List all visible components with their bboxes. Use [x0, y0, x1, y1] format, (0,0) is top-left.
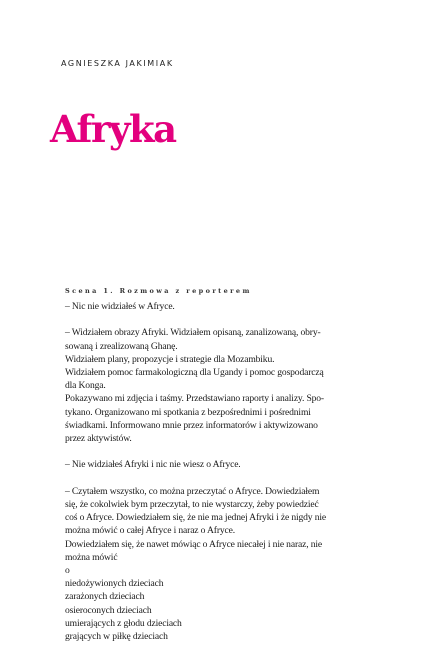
text-line: można mówić o całej Afryce i naraz o Afryce. [65, 525, 236, 537]
body-text [65, 300, 371, 643]
text-line: Widziałem pomoc farmakologiczną dla Ugandy i pomoc gospodarczą [65, 367, 324, 378]
text-line: – Widziałem obrazy Afryki. Widziałem opisaną, zanalizowaną, obry- [65, 327, 321, 339]
text-line: – Czytałem wszystko, co można przeczytać o Afryce. Dowiedziałem [65, 485, 320, 497]
paragraph-gap [65, 472, 371, 485]
paragraph-gap [65, 445, 371, 458]
text-line: sowaną i zrealizowaną Ghanę. [65, 340, 178, 352]
text-line: się, że cokolwiek bym przeczytał, to nie wystarczy, żeby powiedzieć [65, 499, 319, 510]
text-line: Widziałem plany, propozycje i strategie dla Mozambiku. [65, 353, 275, 365]
paragraph-gap [65, 313, 371, 326]
text-line: o [65, 565, 70, 577]
text-line: Pokazywano mi zdjęcia i taśmy. Przedstawiano raporty i analizy. Spo- [65, 393, 324, 405]
text-line: coś o Afryce. Dowiedziałem się, że nie ma jednej Afryki i że nigdy nie [65, 512, 326, 524]
text-line: zarażonych dzieciach [65, 591, 145, 603]
text-line: można mówić [65, 551, 118, 563]
text-line: grających w piłkę dzieciach [65, 631, 168, 643]
author-name: AGNIESZKA JAKIMIAK [61, 59, 174, 68]
text-line: osieroconych dzieciach [65, 604, 152, 616]
text-line: – Nic nie widziałeś w Afryce. [65, 301, 175, 312]
text-line: niedożywionych dzieciach [65, 578, 164, 590]
text-line: umierających z głodu dzieciach [65, 617, 182, 629]
text-line: dla Konga. [65, 380, 106, 392]
text-line: świadkami. Informowano mnie przez informatorów i aktywizowano [65, 419, 318, 431]
text-line: Dowiedziałem się, że nawet mówiąc o Afryce niecałej i nie naraz, nie [65, 538, 322, 550]
page-title: Afryka [50, 107, 176, 151]
scene-heading: Scena 1. Rozmowa z reporterem [65, 287, 252, 295]
text-line: przez aktywistów. [65, 433, 132, 445]
text-line: – Nie widziałeś Afryki i nic nie wiesz o Afryce. [65, 459, 241, 471]
text-line: tykano. Organizowano mi spotkania z bezpośrednimi i pośrednimi [65, 406, 311, 418]
